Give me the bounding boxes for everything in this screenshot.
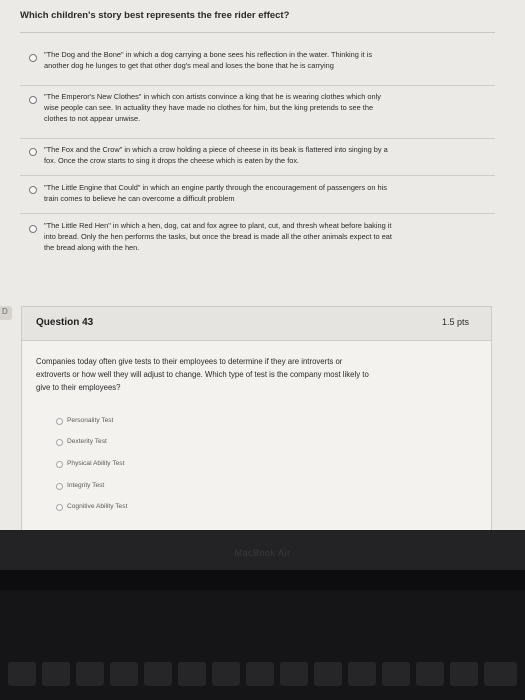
radio-button[interactable] — [56, 483, 63, 490]
radio-button[interactable] — [29, 148, 37, 156]
divider — [20, 32, 495, 33]
previous-question — [0, 0, 525, 290]
answer-option-5[interactable] — [20, 216, 495, 266]
answer-text-line: wise people can see. In actuality they have made no clothes for him, but the king pretends to see the — [44, 103, 374, 112]
question-text — [36, 355, 471, 394]
answer-text-line: "The Emperor's New Clothes" in which con artists convince a king that he is wearing clothes which only — [44, 92, 381, 101]
answer-text-line: train comes to believe he can overcome a difficult problem — [44, 194, 235, 203]
question-header — [22, 307, 491, 341]
answer-text-line: into bread. Only the hen performs the tasks, but once the bread is made all the other animals expect to eat — [44, 232, 392, 241]
flag-tab-label: D — [2, 307, 8, 316]
option-integrity-test[interactable] — [56, 482, 256, 494]
answer-text-line: the bread along with the hen. — [44, 243, 140, 252]
option-label: Cognitive Ability Test — [67, 503, 128, 510]
option-label: Physical Ability Test — [67, 460, 125, 467]
radio-button[interactable] — [29, 225, 37, 233]
question-text-line: Companies today often give tests to their employees to determine if they are introverts or — [36, 357, 343, 366]
answer-text — [44, 49, 495, 71]
keyboard-key — [382, 662, 410, 686]
answer-text — [44, 91, 495, 124]
answer-option-4[interactable] — [20, 178, 495, 214]
keyboard-key — [8, 662, 36, 686]
keyboard-key — [450, 662, 478, 686]
laptop-brand-label: MacBook Air — [234, 548, 291, 558]
answer-text — [44, 144, 495, 166]
laptop-hinge — [0, 570, 525, 590]
answer-option-3[interactable] — [20, 140, 495, 176]
option-dexterity-test[interactable] — [56, 438, 256, 450]
keyboard-key — [42, 662, 70, 686]
answer-text — [44, 220, 495, 253]
radio-button[interactable] — [56, 504, 63, 511]
answer-text-line: clothes to not appear unwise. — [44, 114, 141, 123]
keyboard-key — [314, 662, 342, 686]
question-number: Question 43 — [36, 317, 94, 328]
option-personality-test[interactable] — [56, 417, 256, 429]
keyboard-key — [348, 662, 376, 686]
option-label: Integrity Test — [67, 482, 105, 489]
previous-question-title: Which children's story best represents the free rider effect? — [20, 10, 290, 21]
option-physical-ability-test[interactable] — [56, 460, 256, 472]
answer-option-1[interactable] — [20, 45, 495, 86]
keyboard-key — [144, 662, 172, 686]
radio-button[interactable] — [29, 54, 37, 62]
option-label: Personality Test — [67, 417, 114, 424]
answer-option-2[interactable] — [20, 88, 495, 139]
answer-text-line: "The Dog and the Bone" in which a dog carrying a bone sees his reflection in the water. Thinking it is — [44, 50, 373, 59]
option-label: Dexterity Test — [67, 438, 107, 445]
answer-text-line: "The Fox and the Crow" in which a crow holding a piece of cheese in its beak is flattered into singing by a — [44, 145, 388, 154]
keyboard-key — [110, 662, 138, 686]
answer-text-line: "The Little Engine that Could" in which an engine partly through the encouragement of passengers on his — [44, 183, 387, 192]
keyboard-key — [416, 662, 444, 686]
keyboard-key — [484, 662, 517, 686]
keyboard-key — [178, 662, 206, 686]
question-text-line: extroverts or how well they will adjust to change. Which type of test is the company most likely to — [36, 370, 369, 379]
radio-button[interactable] — [56, 418, 63, 425]
keyboard-key — [212, 662, 240, 686]
radio-button[interactable] — [56, 461, 63, 468]
answer-text-line: fox. Once the crow starts to sing it drops the cheese which is eaten by the fox. — [44, 156, 300, 165]
radio-button[interactable] — [29, 96, 37, 104]
keyboard-key — [280, 662, 308, 686]
question-points: 1.5 pts — [441, 317, 469, 327]
radio-button[interactable] — [56, 439, 63, 446]
answer-text-line: "The Little Red Hen" in which a hen, dog, cat and fox agree to plant, cut, and thresh wheat before baking it — [44, 221, 392, 230]
question-flag-tab[interactable] — [0, 306, 12, 320]
answer-text-line: another dog he lunges to get that other dog's meal and loses the bone that he is carrying — [44, 61, 334, 70]
option-cognitive-ability-test[interactable] — [56, 503, 256, 515]
keyboard-key — [246, 662, 274, 686]
question-text-line: give to their employees? — [36, 383, 121, 392]
question-card — [21, 306, 492, 530]
answer-text — [44, 182, 495, 204]
keyboard-key — [76, 662, 104, 686]
radio-button[interactable] — [29, 186, 37, 194]
keyboard-area — [0, 590, 525, 700]
